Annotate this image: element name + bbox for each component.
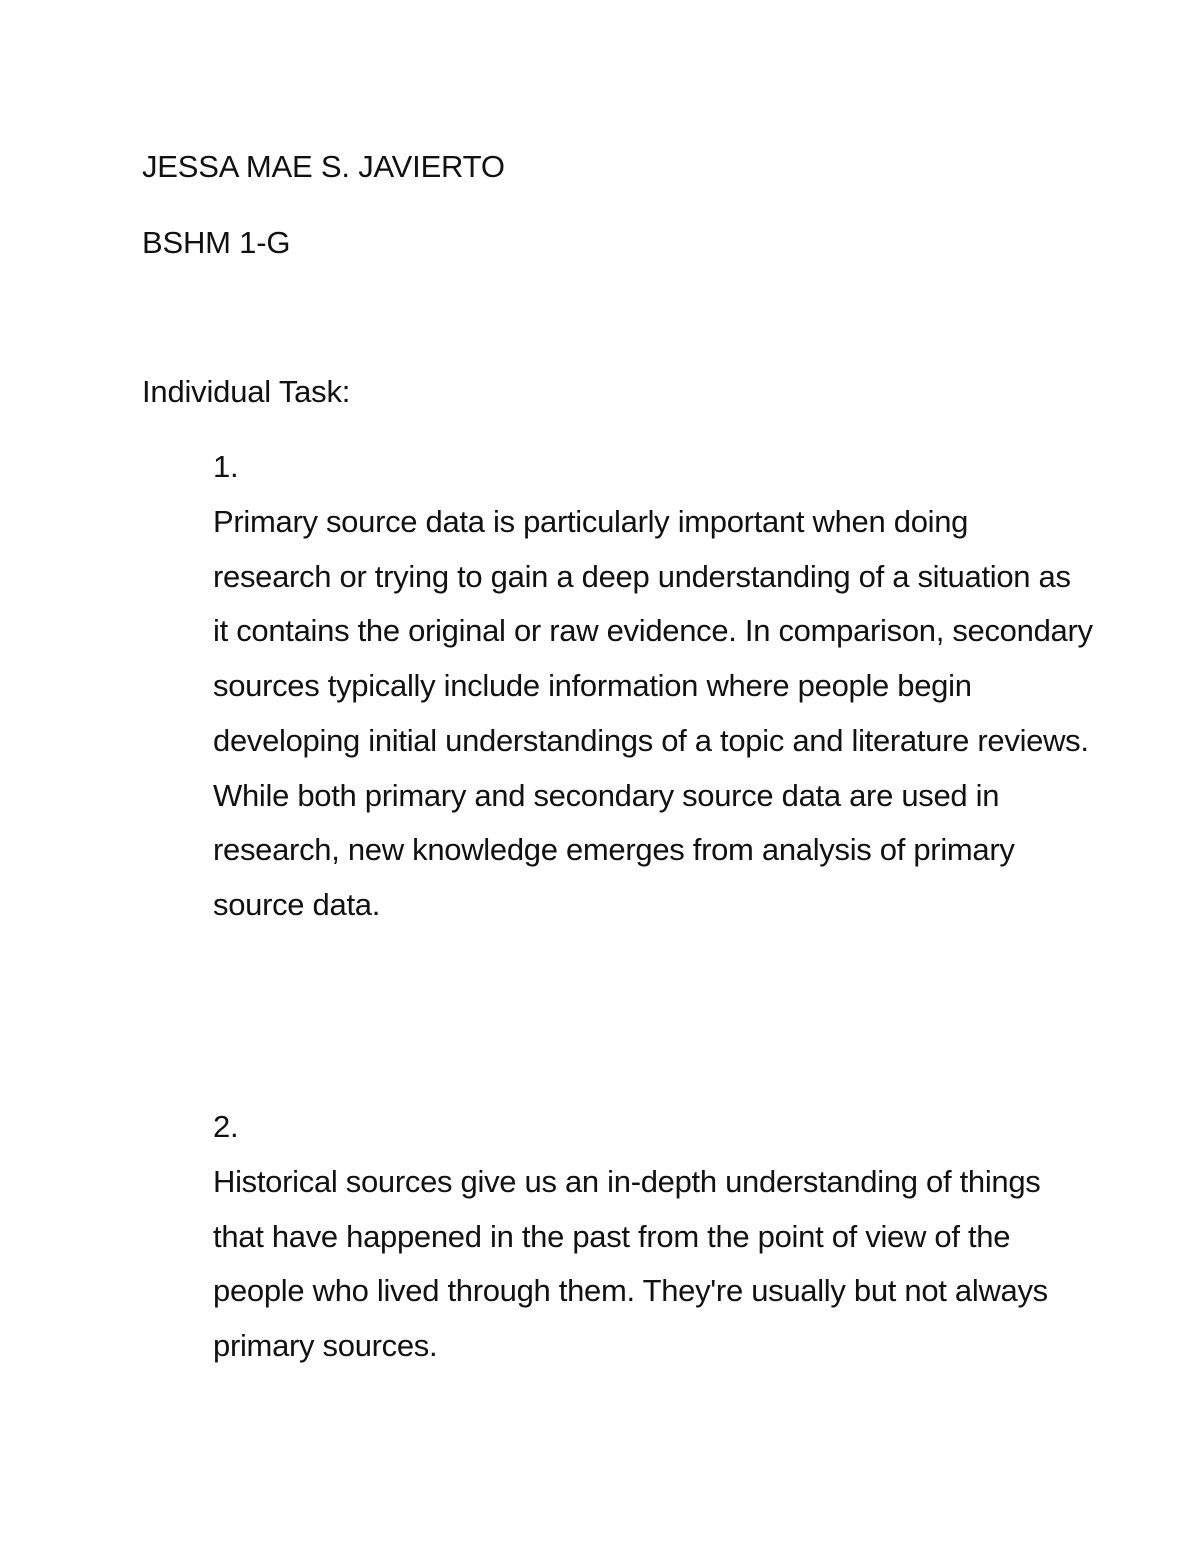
task-item-answer: Historical sources give us an in-depth understanding of things that have happened in the past from the point of view of the people who lived through them. They're usually but not always primary sources. bbox=[213, 1164, 1048, 1364]
student-name: JESSA MAE S. JAVIERTO bbox=[142, 149, 505, 184]
task-item-2 bbox=[213, 1108, 1093, 1374]
task-item-number: 2. bbox=[213, 1109, 239, 1144]
task-item-number: 1. bbox=[213, 449, 239, 484]
task-heading: Individual Task: bbox=[142, 374, 351, 409]
task-item-1 bbox=[213, 448, 1093, 933]
task-item-answer: Primary source data is particularly important when doing research or trying to gain a deep understanding of a situation as it contains the original or raw evidence. In comparison, secondary sources typically include information where people begin developing initial understandings of a topic and literature reviews. While both primary and secondary source data are used in research, new knowledge emerges from analysis of primary source data. bbox=[213, 504, 1093, 922]
student-section: BSHM 1-G bbox=[142, 225, 291, 260]
